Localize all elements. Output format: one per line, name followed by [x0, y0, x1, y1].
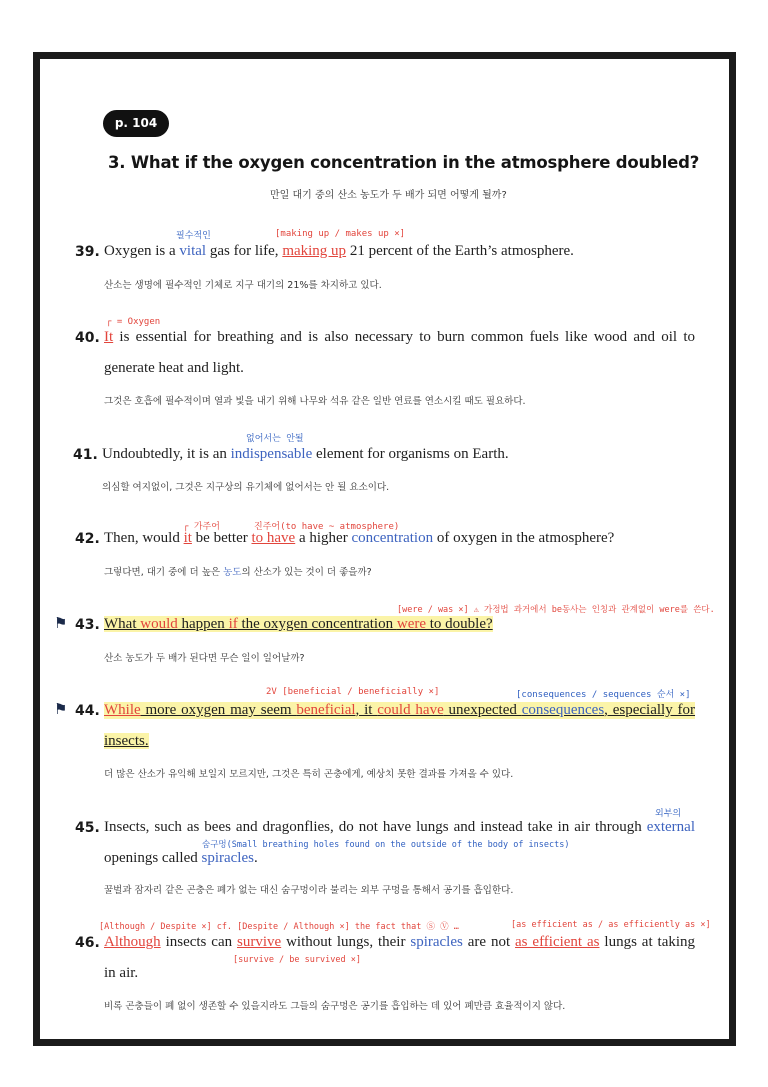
sentence-number: 43. — [75, 617, 100, 633]
annotation-as-efficient-as: [as efficient as / as efficiently as ×] — [511, 920, 711, 930]
keyword: survive — [237, 934, 282, 950]
annotation-real-subject: 진주어(to have ~ atmosphere) — [254, 522, 400, 532]
annotation-beneficial: 2V [beneficial / beneficially ×] — [266, 687, 440, 697]
translation-44: 더 많은 산소가 유익해 보일지 모르지만, 그것은 특히 곤충에게, 예상치 못한 결과를 가져올 수 있다. — [104, 769, 514, 780]
keyword: were — [396, 616, 427, 632]
keyword: spiracles — [410, 934, 463, 950]
translation-41: 의심할 여지없이, 그것은 지구상의 유기체에 없어서는 안 될 요소이다. — [102, 482, 390, 493]
sentence-40-line-2: generate heat and light. — [104, 360, 244, 376]
translation-45: 꿀벌과 잠자리 같은 곤충은 폐가 없는 대신 숨구멍이라 불리는 외부 구멍을 통해서 공기를 흡입한다. — [104, 885, 514, 896]
translation-40: 그것은 호흡에 필수적이며 열과 빛을 내기 위해 나무와 석유 같은 일반 연료를 연소시킬 때도 필요하다. — [104, 396, 526, 407]
sentence-43: What would happen if the oxygen concentration were to double? — [104, 616, 493, 632]
sentence-number: 42. — [75, 531, 100, 547]
translation-39: 산소는 생명에 필수적인 기체로 지구 대기의 21%를 차지하고 있다. — [104, 280, 382, 291]
sentence-46-line-1: Although insects can survive without lungs, their spiracles are not as efficient as lungs at taking — [104, 934, 696, 950]
keyword: to have — [251, 530, 296, 546]
keyword: could have — [377, 702, 444, 718]
annotation-dummy-subject: ┌ 가주어 — [183, 522, 220, 532]
annotation-making-up: [making up / makes up ×] — [275, 229, 406, 239]
page-title: 3. What if the oxygen concentration in the atmosphere doubled? — [108, 153, 700, 172]
annotation-consequences: [consequences / sequences 순서 ×] — [516, 690, 691, 700]
keyword: spiracles — [201, 850, 254, 866]
keyword: vital — [179, 243, 207, 259]
flag-icon: ⚑ — [54, 614, 68, 632]
page-subtitle: 만일 대기 중의 산소 농도가 두 배가 되면 어떻게 될까? — [270, 190, 507, 201]
keyword: It — [104, 329, 114, 345]
annotation-indispensable: 없어서는 안될 — [246, 434, 304, 444]
translation-46: 비록 곤충들이 폐 없이 생존할 수 있을지라도 그들의 숨구멍은 공기를 흡입하는 데 있어 폐만큼 효율적이지 않다. — [104, 1001, 566, 1012]
page-frame — [33, 52, 736, 1046]
sentence-42: Then, would it be better to have a higher concentration of oxygen in the atmosphere? — [104, 530, 615, 546]
keyword: it — [183, 530, 192, 546]
translation-42: 그렇다면, 대기 중에 더 높은 농도의 산소가 있는 것이 더 좋을까? — [104, 567, 372, 578]
annotation-although: [Although / Despite ×] cf. [Despite / Although ×] the fact that Ⓢ Ⓥ … — [99, 922, 459, 932]
sentence-45-line-1: Insects, such as bees and dragonflies, do not have lungs and instead take in air through external — [104, 819, 695, 835]
sentence-44-line-1: While more oxygen may seem beneficial, it could have unexpected consequences, especially for — [104, 702, 696, 718]
sentence-number: 40. — [75, 330, 100, 346]
annotation-were: [were / was ×] ⚠ 가정법 과거에서 be동사는 인칭과 관계없이 were를 쓴다. — [397, 605, 715, 615]
sentence-number: 44. — [75, 703, 100, 719]
keyword: beneficial — [296, 702, 356, 718]
page-badge: p. 104 — [103, 110, 169, 137]
sentence-number: 41. — [73, 447, 98, 463]
annotation-external: 외부의 — [655, 809, 682, 819]
keyword: if — [228, 616, 238, 632]
keyword: external — [646, 819, 695, 835]
sentence-45-line-2: openings called spiracles. — [104, 850, 258, 866]
sentence-40-line-1: It is essential for breathing and is also necessary to burn common fuels like wood and oil to — [104, 329, 695, 345]
sentence-number: 39. — [75, 244, 100, 260]
sentence-number: 45. — [75, 820, 100, 836]
annotation-it: ┌ = Oxygen — [106, 317, 161, 327]
keyword: would — [140, 616, 178, 632]
keyword: consequences — [521, 702, 605, 718]
flag-icon: ⚑ — [54, 700, 68, 718]
keyword: indispensable — [230, 446, 313, 462]
annotation-vital: 필수적인 — [176, 231, 211, 241]
annotation-survive: [survive / be survived ×] — [233, 955, 361, 965]
sentence-46-line-2: in air. — [104, 965, 139, 981]
translation-43: 산소 농도가 두 배가 된다면 무슨 일이 일어날까? — [104, 653, 305, 664]
sentence-39: Oxygen is a vital gas for life, making up 21 percent of the Earth’s atmosphere. — [104, 243, 574, 259]
keyword: making up — [282, 243, 347, 259]
sentence-44-line-2: insects. — [104, 733, 149, 749]
keyword: as efficient as — [515, 934, 600, 950]
keyword: Although — [104, 934, 161, 950]
keyword: concentration — [351, 530, 434, 546]
keyword: While — [104, 702, 141, 718]
sentence-41: Undoubtedly, it is an indispensable element for organisms on Earth. — [102, 446, 509, 462]
sentence-number: 46. — [75, 935, 100, 951]
annotation-spiracles: 숨구멍(Small breathing holes found on the outside of the body of insects) — [202, 840, 570, 850]
